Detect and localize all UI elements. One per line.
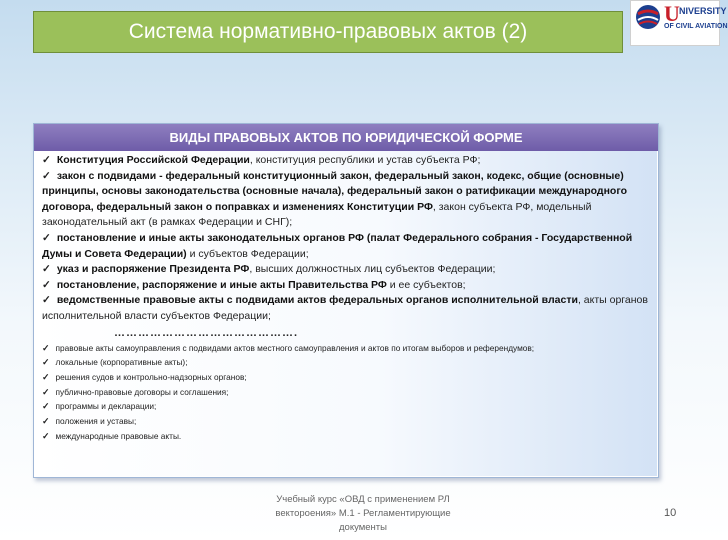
- ellipsis-separator: ……………………………………….: [114, 326, 299, 339]
- logo-word-civil-aviation: OF CIVIL AVIATION: [664, 23, 728, 30]
- list-item-bold: ведомственные правовые акты с подвидами актов федеральных органов исполнительной власти: [56, 294, 578, 307]
- page-number: 10: [664, 507, 677, 519]
- university-logo: [630, 0, 728, 46]
- slide-title: Система нормативно-правовых актов (2): [128, 20, 528, 43]
- check-icon: ✓: [42, 342, 50, 353]
- list-item-bold: Конституция Российской Федерации: [56, 154, 250, 166]
- footer-line: вектороения» М.1 - Регламентирующие: [275, 508, 451, 519]
- check-icon: ✓: [42, 386, 50, 397]
- list-item: [42, 262, 651, 278]
- small-list-item-text: программы и декларации;: [55, 401, 157, 412]
- check-icon: ✓: [42, 416, 50, 427]
- check-icon: ✓: [42, 154, 51, 166]
- small-list-item-text: публично-правовые договоры и соглашения;: [55, 386, 229, 397]
- list-item: [42, 169, 651, 231]
- small-list-item-text: международные правовые акты.: [55, 430, 182, 441]
- footer-course-name: [248, 493, 478, 535]
- check-icon: ✓: [42, 294, 51, 307]
- check-icon: ✓: [42, 263, 51, 276]
- panel-header: [34, 124, 658, 151]
- content-panel: [33, 123, 659, 478]
- check-icon: ✓: [42, 278, 51, 291]
- list-item-bold: постановление и иные акты законодательных органов РФ (палат Федерального собрания - Государственной Думы и Совета Федерации): [42, 231, 633, 260]
- check-icon: ✓: [42, 430, 50, 441]
- check-icon: ✓: [42, 169, 51, 182]
- small-list-item: [42, 414, 651, 429]
- small-list-item-text: локальные (корпоративные акты);: [55, 357, 188, 368]
- list-item: [42, 293, 651, 324]
- check-icon: ✓: [42, 371, 50, 382]
- list-item-bold: закон с подвидами - федеральный конституционный закон, федеральный закон, кодекс, общие (основные) принципы, основы законодательства (основные начала), федеральный закон о ратификации международного договора, федеральный закон о поправках и изменениях Конституции РФ: [42, 169, 627, 213]
- list-item: [42, 231, 651, 262]
- list-item-text: и ее субъектов;: [386, 278, 466, 291]
- small-list-item-text: решения судов и контрольно-надзорных органов;: [55, 371, 247, 382]
- small-list-item-text: положения и уставы;: [55, 416, 137, 427]
- globe-icon: [635, 4, 661, 30]
- list-item-text: , высших должностных лиц субъектов Федерации;: [249, 263, 496, 276]
- list-item-bold: указ и распоряжение Президента РФ: [56, 263, 250, 276]
- list-item-bold: постановление, распоряжение и иные акты Правительства РФ: [56, 278, 387, 291]
- small-list-item: [42, 370, 651, 385]
- panel-body: [35, 151, 657, 476]
- slide-title-box: [33, 11, 623, 53]
- list-item: [42, 278, 651, 294]
- footer-line: Учебный курс «ОВД с применением РЛ: [276, 494, 450, 505]
- check-icon: ✓: [42, 231, 51, 244]
- small-list-item: [42, 429, 651, 444]
- logo-word-university: NIVERSITY: [679, 6, 727, 16]
- list-item-text: и субъектов Федерации;: [186, 247, 309, 260]
- list-item-text: , акты органов исполнительной власти субъектов Федерации;: [42, 294, 648, 322]
- small-list-item-text: правовые акты самоуправления с подвидами актов местного самоуправления и актов по итогам выборов и референдумов;: [55, 342, 535, 353]
- list-item-text: , закон субъекта РФ, модельный законодательный акт (в рамках Федерации и СНГ);: [42, 200, 592, 229]
- list-item-text: , конституция республики и устав субъекта РФ;: [249, 154, 481, 166]
- small-list-item: [42, 385, 651, 400]
- small-list-item: [42, 341, 651, 356]
- logo-letter: U: [664, 1, 680, 26]
- footer-line: документы: [339, 522, 387, 533]
- small-list-item: [42, 355, 651, 370]
- small-list-item: [42, 399, 651, 414]
- check-icon: ✓: [42, 357, 50, 368]
- list-item: [42, 153, 651, 169]
- panel-header-text: ВИДЫ ПРАВОВЫХ АКТОВ ПО ЮРИДИЧЕСКОЙ ФОРМЕ: [169, 130, 523, 145]
- check-icon: ✓: [42, 401, 50, 412]
